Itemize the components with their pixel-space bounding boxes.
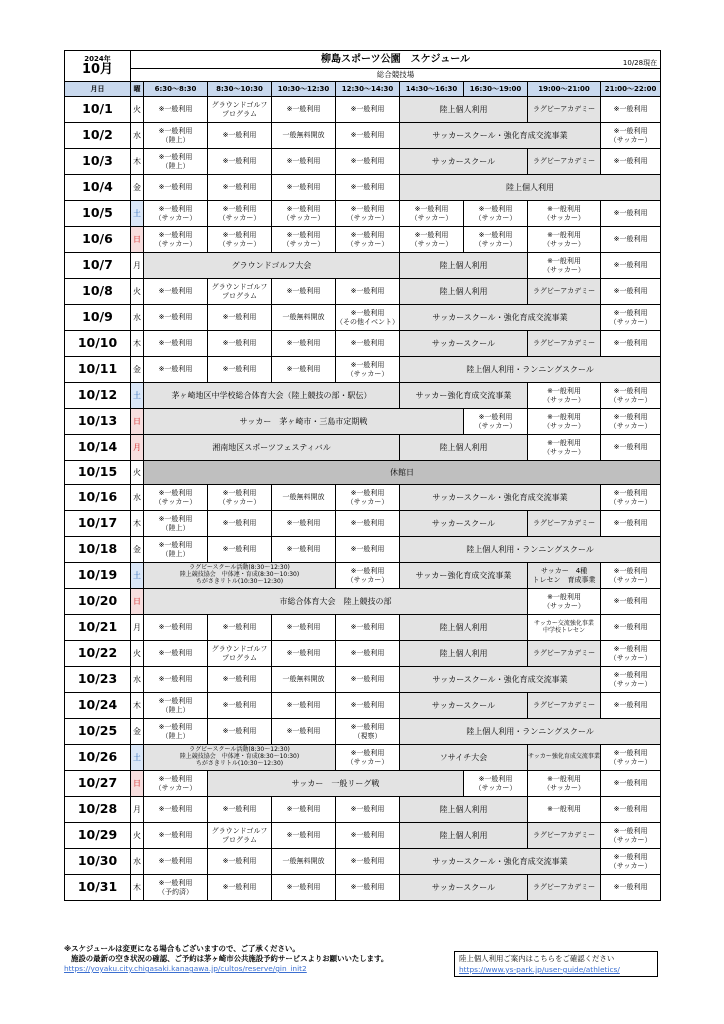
time-slot-header: 19:00～21:00 (528, 82, 601, 97)
slot-cell: ※一般利用 （サッカー） (336, 485, 400, 511)
slot-cell: ※一般利用 (144, 279, 208, 305)
schedule-row (65, 849, 661, 875)
slot-cell: ※一般利用 (144, 667, 208, 693)
schedule-row (65, 149, 661, 175)
schedule-row (65, 357, 661, 383)
schedule-row (65, 97, 661, 123)
schedule-row (65, 875, 661, 901)
slot-cell: ※一般利用 （陸上） (144, 693, 208, 719)
slot-cell: ※一般利用 (208, 797, 272, 823)
slot-cell: ※一般利用 (272, 797, 336, 823)
weekday-cell: 水 (131, 849, 144, 875)
schedule-row (65, 331, 661, 357)
slot-cell: ※一般利用 (272, 97, 336, 123)
slot-cell: ※一般利用 （サッカー） (208, 227, 272, 253)
time-slot-header: 6:30～8:30 (144, 82, 208, 97)
slot-cell: ※一般利用 (208, 875, 272, 901)
slot-cell: ※一般利用 （その他イベント） (336, 305, 400, 331)
weekday-cell: 木 (131, 693, 144, 719)
event-cell: サッカースクール (400, 875, 528, 901)
event-cell: 陸上個人利用 (400, 435, 528, 461)
schedule-row (65, 461, 661, 485)
weekday-cell: 火 (131, 823, 144, 849)
slot-cell: ※一般利用 (601, 331, 661, 357)
date-cell: 10/3 (65, 149, 131, 175)
weekday-cell: 火 (131, 97, 144, 123)
slot-cell: ※一般利用 (336, 537, 400, 563)
event-cell: 陸上個人利用 (400, 175, 661, 201)
slot-cell: ※一般利用 (336, 123, 400, 149)
slot-cell: ※一般利用 (601, 589, 661, 615)
weekday-cell: 日 (131, 227, 144, 253)
slot-cell: ラグビーアカデミー (528, 149, 601, 175)
slot-cell: ※一般利用 (336, 279, 400, 305)
slot-cell: ※一般利用 (601, 511, 661, 537)
slot-cell: ※一般利用 (208, 511, 272, 537)
date-cell: 10/9 (65, 305, 131, 331)
date-cell: 10/2 (65, 123, 131, 149)
slot-cell: ※一般利用 （サッカー） (400, 227, 464, 253)
slot-cell: ※一般利用 （サッカー） (528, 383, 601, 409)
event-cell: サッカー 茅ヶ崎市・三島市定期戦 (144, 409, 464, 435)
slot-cell: ラグビーアカデミー (528, 279, 601, 305)
slot-cell: ※一般利用 (272, 693, 336, 719)
event-cell: サッカースクール (400, 149, 528, 175)
slot-cell: ※一般利用 （サッカー） (464, 409, 528, 435)
slot-cell: 一般無料開放 (272, 305, 336, 331)
slot-cell: ※一般利用 (272, 823, 336, 849)
slot-cell: ※一般利用 （サッカー） (528, 435, 601, 461)
event-cell: 湘南地区スポーツフェスティバル (144, 435, 400, 461)
slot-cell: ※一般利用 (208, 667, 272, 693)
event-cell: サッカー強化育成交流事業 (400, 383, 528, 409)
slot-cell: ※一般利用 (601, 97, 661, 123)
athletics-info-label: 陸上個人利用ご案内はこちらをご確認ください (459, 954, 615, 963)
athletics-info-link[interactable]: https://www.ys-park.jp/user-guide/athletics/ (459, 965, 620, 974)
weekday-cell: 水 (131, 485, 144, 511)
slot-cell: ※一般利用 (336, 149, 400, 175)
event-cell: サッカースクール・強化育成交流事業 (400, 485, 601, 511)
weekday-cell: 金 (131, 719, 144, 745)
event-cell: 市総合体育大会 陸上競技の部 (144, 589, 528, 615)
date-cell: 10/16 (65, 485, 131, 511)
slot-cell: ※一般利用 (208, 305, 272, 331)
slot-cell: ※一般利用 （陸上） (144, 149, 208, 175)
slot-cell: ※一般利用 （サッカー） (144, 485, 208, 511)
slot-cell: ※一般利用 （予約済） (144, 875, 208, 901)
date-cell: 10/13 (65, 409, 131, 435)
event-cell: サッカースクール・強化育成交流事業 (400, 123, 601, 149)
slot-cell: ※一般利用 (144, 849, 208, 875)
slot-cell: ※一般利用 (272, 175, 336, 201)
schedule-row (65, 537, 661, 563)
slot-cell: ※一般利用 (208, 537, 272, 563)
slot-cell: ※一般利用 (336, 331, 400, 357)
date-cell: 10/30 (65, 849, 131, 875)
event-cell: 茅ヶ崎地区中学校総合体育大会（陸上競技の部・駅伝） (144, 383, 400, 409)
slot-cell: ※一般利用 （サッカー） (464, 201, 528, 227)
slot-cell: ※一般利用 (144, 357, 208, 383)
date-cell: 10/18 (65, 537, 131, 563)
event-cell: サッカースクール・強化育成交流事業 (400, 667, 601, 693)
slot-cell: ※一般利用 (601, 693, 661, 719)
slot-cell: ※一般利用 （サッカー） (528, 227, 601, 253)
slot-cell: ※一般利用 （陸上） (144, 537, 208, 563)
event-cell: サッカースクール (400, 693, 528, 719)
event-cell: 陸上個人利用 (400, 797, 528, 823)
weekday-cell: 金 (131, 357, 144, 383)
slot-cell: ※一般利用 (272, 357, 336, 383)
schedule-row (65, 305, 661, 331)
schedule-row (65, 175, 661, 201)
schedule-row (65, 667, 661, 693)
slot-cell: ※一般利用 (144, 797, 208, 823)
date-cell: 10/21 (65, 615, 131, 641)
slot-cell: ※一般利用 （陸上） (144, 719, 208, 745)
schedule-row (65, 719, 661, 745)
slot-cell: ※一般利用 (272, 511, 336, 537)
date-cell: 10/8 (65, 279, 131, 305)
slot-cell: ※一般利用 （サッカー） (336, 563, 400, 589)
slot-cell: ※一般利用 (208, 123, 272, 149)
schedule-row (65, 435, 661, 461)
slot-cell: ラグビーアカデミー (528, 511, 601, 537)
weekday-cell: 火 (131, 461, 144, 485)
event-cell: 陸上個人利用・ランニングスクール (400, 719, 661, 745)
reservation-note: 施設の最新の空き状況の確認、ご予約は茅ヶ崎市公共施設予約サービスよりお願いいたします。 (71, 954, 389, 963)
slot-cell: ※一般利用 (272, 149, 336, 175)
slot-cell: ※一般利用 (272, 537, 336, 563)
slot-cell: 一般無料開放 (272, 123, 336, 149)
weekday-cell: 金 (131, 537, 144, 563)
event-cell: 陸上個人利用 (400, 279, 528, 305)
slot-cell: ※一般利用 (601, 771, 661, 797)
event-cell: サッカースクール (400, 331, 528, 357)
slot-cell: ※一般利用 (208, 719, 272, 745)
weekday-cell: 月 (131, 797, 144, 823)
slot-cell: ※一般利用 (208, 175, 272, 201)
weekday-cell: 月 (131, 435, 144, 461)
schedule-row (65, 745, 661, 771)
schedule-row (65, 771, 661, 797)
slot-cell: ※一般利用 (272, 615, 336, 641)
slot-cell: 一般無料開放 (272, 667, 336, 693)
date-cell: 10/10 (65, 331, 131, 357)
weekday-cell: 月 (131, 253, 144, 279)
year-label: 2024年 (84, 54, 111, 63)
slot-cell: ※一般利用 （視察） (336, 719, 400, 745)
date-cell: 10/25 (65, 719, 131, 745)
slot-cell: ※一般利用 （サッカー） (272, 227, 336, 253)
date-cell: 10/24 (65, 693, 131, 719)
date-cell: 10/1 (65, 97, 131, 123)
event-cell: 陸上個人利用 (400, 823, 528, 849)
reservation-link[interactable]: https://yoyaku.city.chigasaki.kanagawa.jp/cultos/reserve/gin_init2 (64, 964, 307, 973)
event-cell: 陸上個人利用・ランニングスクール (400, 537, 661, 563)
weekday-cell: 日 (131, 589, 144, 615)
weekday-cell: 木 (131, 511, 144, 537)
event-cell: 陸上個人利用 (400, 253, 528, 279)
schedule-row (65, 201, 661, 227)
title-cell (131, 51, 661, 69)
slot-cell: ※一般利用 （サッカー） (601, 563, 661, 589)
weekday-cell: 木 (131, 875, 144, 901)
time-slot-header: 16:30～19:00 (464, 82, 528, 97)
schedule-change-note: ※スケジュールは変更になる場合もございますので、ご了承ください。 (64, 944, 300, 953)
slot-cell: ※一般利用 （サッカー） (601, 849, 661, 875)
slot-cell: サッカー強化育成交流事業 (528, 745, 601, 771)
event-cell: 陸上個人利用 (400, 97, 528, 123)
page-title: 柳島スポーツ公園 スケジュール (321, 53, 471, 65)
slot-cell: ※一般利用 (208, 849, 272, 875)
slot-cell: ※一般利用 （サッカー） (208, 485, 272, 511)
slot-cell: ※一般利用 （サッカー） (528, 409, 601, 435)
slot-cell: ※一般利用 （サッカー） (601, 823, 661, 849)
slot-cell: ※一般利用 (144, 823, 208, 849)
slot-cell: ※一般利用 (272, 719, 336, 745)
weekday-cell: 水 (131, 305, 144, 331)
date-cell: 10/29 (65, 823, 131, 849)
date-cell: 10/6 (65, 227, 131, 253)
slot-cell: ※一般利用 (336, 875, 400, 901)
slot-cell: ※一般利用 (336, 849, 400, 875)
date-cell: 10/11 (65, 357, 131, 383)
date-column-header: 月日 (65, 82, 131, 97)
schedule-row (65, 253, 661, 279)
slot-cell: ※一般利用 (601, 149, 661, 175)
schedule-row (65, 123, 661, 149)
date-cell: 10/31 (65, 875, 131, 901)
date-cell: 10/12 (65, 383, 131, 409)
weekday-cell: 日 (131, 771, 144, 797)
slot-cell: ※一般利用 (601, 797, 661, 823)
slot-cell: ※一般利用 (336, 175, 400, 201)
schedule-row (65, 563, 661, 589)
slot-cell: グラウンドゴルフ プログラム (208, 97, 272, 123)
venue-name: 総合競技場 (131, 69, 661, 82)
weekday-cell: 月 (131, 615, 144, 641)
slot-cell: ※一般利用 (208, 693, 272, 719)
slot-cell: ※一般利用 (336, 823, 400, 849)
dow-column-header: 曜 (131, 82, 144, 97)
event-cell: サッカースクール (400, 511, 528, 537)
slot-cell: 一般無料開放 (272, 485, 336, 511)
slot-cell: ※一般利用 （サッカー） (336, 227, 400, 253)
slot-cell: ※一般利用 (144, 175, 208, 201)
slot-cell: ※一般利用 (601, 875, 661, 901)
date-cell: 10/19 (65, 563, 131, 589)
time-slot-header: 10:30～12:30 (272, 82, 336, 97)
schedule-row (65, 641, 661, 667)
event-cell: 陸上個人利用 (400, 641, 528, 667)
date-cell: 10/23 (65, 667, 131, 693)
schedule-row (65, 279, 661, 305)
weekday-cell: 木 (131, 149, 144, 175)
slot-cell: ※一般利用 (144, 305, 208, 331)
slot-cell: ※一般利用 （サッカー） (528, 201, 601, 227)
slot-cell: ※一般利用 （陸上） (144, 511, 208, 537)
slot-cell: ※一般利用 (208, 357, 272, 383)
date-cell: 10/4 (65, 175, 131, 201)
slot-cell: ※一般利用 (601, 201, 661, 227)
slot-cell: サッカー交流強化事業 中学校トレセン (528, 615, 601, 641)
slot-cell: ※一般利用 （サッカー） (528, 589, 601, 615)
slot-cell: ※一般利用 (336, 667, 400, 693)
slot-cell: ※一般利用 （サッカー） (601, 123, 661, 149)
date-cell: 10/7 (65, 253, 131, 279)
weekday-cell: 金 (131, 175, 144, 201)
date-cell: 10/5 (65, 201, 131, 227)
slot-cell: ※一般利用 (272, 875, 336, 901)
slot-cell: ※一般利用 (336, 641, 400, 667)
slot-cell: ※一般利用 (336, 693, 400, 719)
slot-cell: ※一般利用 （サッカー） (601, 485, 661, 511)
slot-cell: グラウンドゴルフ プログラム (208, 641, 272, 667)
weekday-cell: 土 (131, 201, 144, 227)
slot-cell: ラグビーアカデミー (528, 875, 601, 901)
date-cell: 10/28 (65, 797, 131, 823)
slot-cell: ※一般利用 (208, 149, 272, 175)
date-cell: 10/26 (65, 745, 131, 771)
slot-cell: ※一般利用 (208, 331, 272, 357)
slot-cell: ※一般利用 （サッカー） (336, 201, 400, 227)
schedule-row (65, 511, 661, 537)
as-of-date: 10/28現在 (622, 58, 658, 67)
time-slot-header: 8:30～10:30 (208, 82, 272, 97)
slot-cell: ※一般利用 （サッカー） (601, 641, 661, 667)
slot-cell: ※一般利用 （サッカー） (601, 667, 661, 693)
slot-cell: ※一般利用 （陸上） (144, 123, 208, 149)
weekday-cell: 木 (131, 331, 144, 357)
slot-cell: ※一般利用 （サッカー） (144, 227, 208, 253)
slot-cell: ※一般利用 (272, 641, 336, 667)
time-slot-header: 21:00～22:00 (601, 82, 661, 97)
slot-cell: ラグビースクール活動(8:30～12:30) 陸上競技協会 中体連・育成(8:30～10:30) ちがさきリトル(10:30～12:30) (144, 745, 336, 771)
weekday-cell: 日 (131, 409, 144, 435)
slot-cell: ラグビーアカデミー (528, 97, 601, 123)
date-cell: 10/17 (65, 511, 131, 537)
schedule-row (65, 409, 661, 435)
slot-cell: ※一般利用 （サッカー） (528, 253, 601, 279)
slot-cell: グラウンドゴルフ プログラム (208, 823, 272, 849)
closed-day-cell: 休館日 (144, 461, 661, 485)
weekday-cell: 水 (131, 667, 144, 693)
event-cell: グラウンドゴルフ大会 (144, 253, 400, 279)
slot-cell: 一般無料開放 (272, 849, 336, 875)
slot-cell: ※一般利用 (144, 615, 208, 641)
year-month-cell (65, 51, 131, 82)
slot-cell: ※一般利用 （サッカー） (601, 305, 661, 331)
schedule-row (65, 797, 661, 823)
event-cell: サッカー 一般リーグ戦 (208, 771, 464, 797)
slot-cell: ※一般利用 （サッカー） (336, 745, 400, 771)
event-cell: 陸上個人利用 (400, 615, 528, 641)
schedule-row (65, 823, 661, 849)
weekday-cell: 土 (131, 563, 144, 589)
date-cell: 10/20 (65, 589, 131, 615)
slot-cell: ※一般利用 （サッカー） (601, 383, 661, 409)
slot-cell: ※一般利用 （サッカー） (464, 227, 528, 253)
schedule-row (65, 227, 661, 253)
time-slot-header: 14:30～16:30 (400, 82, 464, 97)
weekday-cell: 土 (131, 383, 144, 409)
time-slot-header: 12:30～14:30 (336, 82, 400, 97)
schedule-row (65, 485, 661, 511)
slot-cell: ※一般利用 (272, 331, 336, 357)
schedule-row (65, 589, 661, 615)
slot-cell: ※一般利用 （サッカー） (601, 745, 661, 771)
slot-cell: ※一般利用 (208, 615, 272, 641)
footnote (64, 944, 454, 974)
slot-cell: ※一般利用 (601, 253, 661, 279)
slot-cell: ※一般利用 （サッカー） (601, 409, 661, 435)
slot-cell: ※一般利用 (336, 615, 400, 641)
schedule-row (65, 615, 661, 641)
slot-cell: ※一般利用 (601, 435, 661, 461)
slot-cell: ※一般利用 (601, 227, 661, 253)
slot-cell: ※一般利用 （サッカー） (528, 771, 601, 797)
slot-cell: ※一般利用 （サッカー） (400, 201, 464, 227)
slot-cell: ※一般利用 （サッカー） (208, 201, 272, 227)
weekday-cell: 火 (131, 279, 144, 305)
time-header-row (65, 82, 661, 97)
slot-cell: ※一般利用 (144, 641, 208, 667)
slot-cell: ※一般利用 (144, 97, 208, 123)
schedule-row (65, 693, 661, 719)
athletics-info-box (454, 951, 658, 977)
slot-cell: ※一般利用 （サッカー） (272, 201, 336, 227)
slot-cell: ※一般利用 （サッカー） (144, 771, 208, 797)
slot-cell: ※一般利用 （サッカー） (336, 357, 400, 383)
slot-cell: ※一般利用 (601, 279, 661, 305)
slot-cell: ラグビーアカデミー (528, 641, 601, 667)
slot-cell: ※一般利用 (336, 97, 400, 123)
date-cell: 10/15 (65, 461, 131, 485)
weekday-cell: 火 (131, 641, 144, 667)
date-cell: 10/14 (65, 435, 131, 461)
month-label: 10月 (81, 61, 114, 77)
slot-cell: ※一般利用 (528, 797, 601, 823)
slot-cell: グラウンドゴルフ プログラム (208, 279, 272, 305)
slot-cell: ラグビーアカデミー (528, 693, 601, 719)
event-cell: サッカー強化育成交流事業 (400, 563, 528, 589)
weekday-cell: 水 (131, 123, 144, 149)
slot-cell: サッカー 4種 トレセン 育成事業 (528, 563, 601, 589)
event-cell: 陸上個人利用・ランニングスクール (400, 357, 661, 383)
slot-cell: ラグビーアカデミー (528, 331, 601, 357)
slot-cell: ※一般利用 (272, 279, 336, 305)
slot-cell: ※一般利用 (144, 331, 208, 357)
schedule-row (65, 383, 661, 409)
slot-cell: ※一般利用 （サッカー） (144, 201, 208, 227)
weekday-cell: 土 (131, 745, 144, 771)
slot-cell: ラグビーアカデミー (528, 823, 601, 849)
schedule-table (64, 50, 661, 901)
event-cell: ソサイチ大会 (400, 745, 528, 771)
slot-cell: ※一般利用 (336, 797, 400, 823)
event-cell: サッカースクール・強化育成交流事業 (400, 305, 601, 331)
date-cell: 10/22 (65, 641, 131, 667)
slot-cell: ※一般利用 （サッカー） (464, 771, 528, 797)
slot-cell: ※一般利用 (601, 615, 661, 641)
slot-cell: ラグビースクール活動(8:30～12:30) 陸上競技協会 中体連・育成(8:30～10:30) ちがさきリトル(10:30～12:30) (144, 563, 336, 589)
event-cell: サッカースクール・強化育成交流事業 (400, 849, 601, 875)
date-cell: 10/27 (65, 771, 131, 797)
slot-cell: ※一般利用 (336, 511, 400, 537)
